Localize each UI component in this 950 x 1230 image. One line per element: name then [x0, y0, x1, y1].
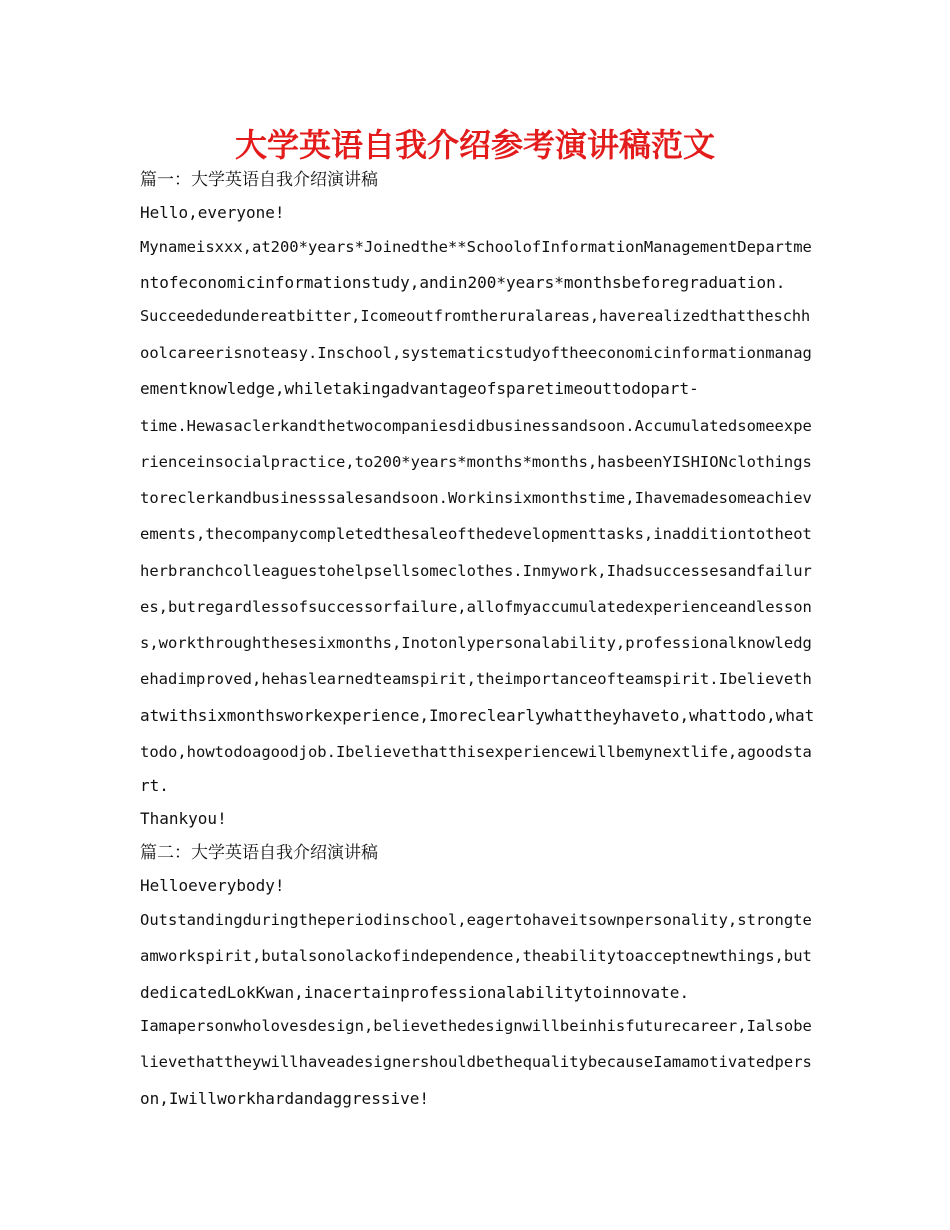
paragraph-line: rienceinsocialpractice,to200*years*months*months,hasbeenYISHIONclothings	[140, 453, 812, 471]
paragraph-line: ehadimproved,hehaslearnedteamspirit,theimportanceofteamspirit.Ibelieveth	[140, 670, 812, 688]
paragraph-line: lievethattheywillhaveadesignershouldbethequalitybecauseIamamotivatedpers	[140, 1053, 812, 1071]
paragraph-line: es,butregardlessofsuccessorfailure,allofmyaccumulatedexperienceandlesson	[140, 598, 812, 616]
paragraph-line: ementknowledge,whiletakingadvantageofsparetimeouttodopart-	[140, 379, 699, 398]
page-title: 大学英语自我介绍参考演讲稿范文	[234, 126, 715, 164]
paragraph-line: amworkspirit,butalsonolackofindependence,theabilitytoacceptnewthings,but	[140, 947, 812, 965]
paragraph-line: rt.	[140, 776, 169, 795]
section-heading: 篇一：大学英语自我介绍演讲稿	[140, 170, 378, 190]
paragraph-line: toreclerkandbusinesssalesandsoon.Workinsixmonthstime,Ihavemadesomeachiev	[140, 489, 812, 507]
paragraph-line: Iamapersonwholovesdesign,believethedesignwillbeinhisfuturecareer,Ialsobe	[140, 1017, 812, 1035]
closing-line: Thankyou!	[140, 809, 227, 828]
paragraph-line: oolcareerisnoteasy.Inschool,systematicstudyoftheeconomicinformationmanag	[140, 344, 812, 362]
paragraph-line: Mynameisxxx,at200*years*Joinedthe**SchoolofInformationManagementDepartme	[140, 238, 812, 256]
paragraph-line: ements,thecompanycompletedthesaleofthedevelopmenttasks,inadditiontotheot	[140, 525, 812, 543]
paragraph-line: ntofeconomicinformationstudy,andin200*years*monthsbeforegraduation.	[140, 273, 786, 292]
paragraph-line: s,workthroughthesesixmonths,Inotonlypersonalability,professionalknowledg	[140, 634, 812, 652]
paragraph-line: atwithsixmonthsworkexperience,Imoreclearlywhattheyhaveto,whattodo,what	[140, 706, 815, 725]
paragraph-line: dedicatedLokKwan,inacertainprofessionalabilitytoinnovate.	[140, 983, 690, 1002]
paragraph-line: Succeededundereatbitter,Icomeoutfromtheruralareas,haverealizedthattheschh	[140, 307, 811, 325]
paragraph-line: on,Iwillworkhardandaggressive!	[140, 1089, 429, 1108]
section-heading: 篇二：大学英语自我介绍演讲稿	[140, 843, 378, 863]
greeting-line: Hello,everyone!	[140, 203, 285, 222]
paragraph-line: time.Hewasaclerkandthetwocompaniesdidbusinessandsoon.Accumulatedsomeexpe	[140, 417, 812, 435]
paragraph-line: herbranchcolleaguestohelpsellsomeclothes.Inmywork,Ihadsuccessesandfailur	[140, 562, 812, 580]
paragraph-line: Outstandingduringtheperiodinschool,eagertohaveitsownpersonality,strongte	[140, 911, 812, 929]
paragraph-line: todo,howtodoagoodjob.Ibelievethatthisexperiencewillbemynextlife,agoodsta	[140, 743, 812, 761]
greeting-line: Helloeverybody!	[140, 876, 285, 895]
